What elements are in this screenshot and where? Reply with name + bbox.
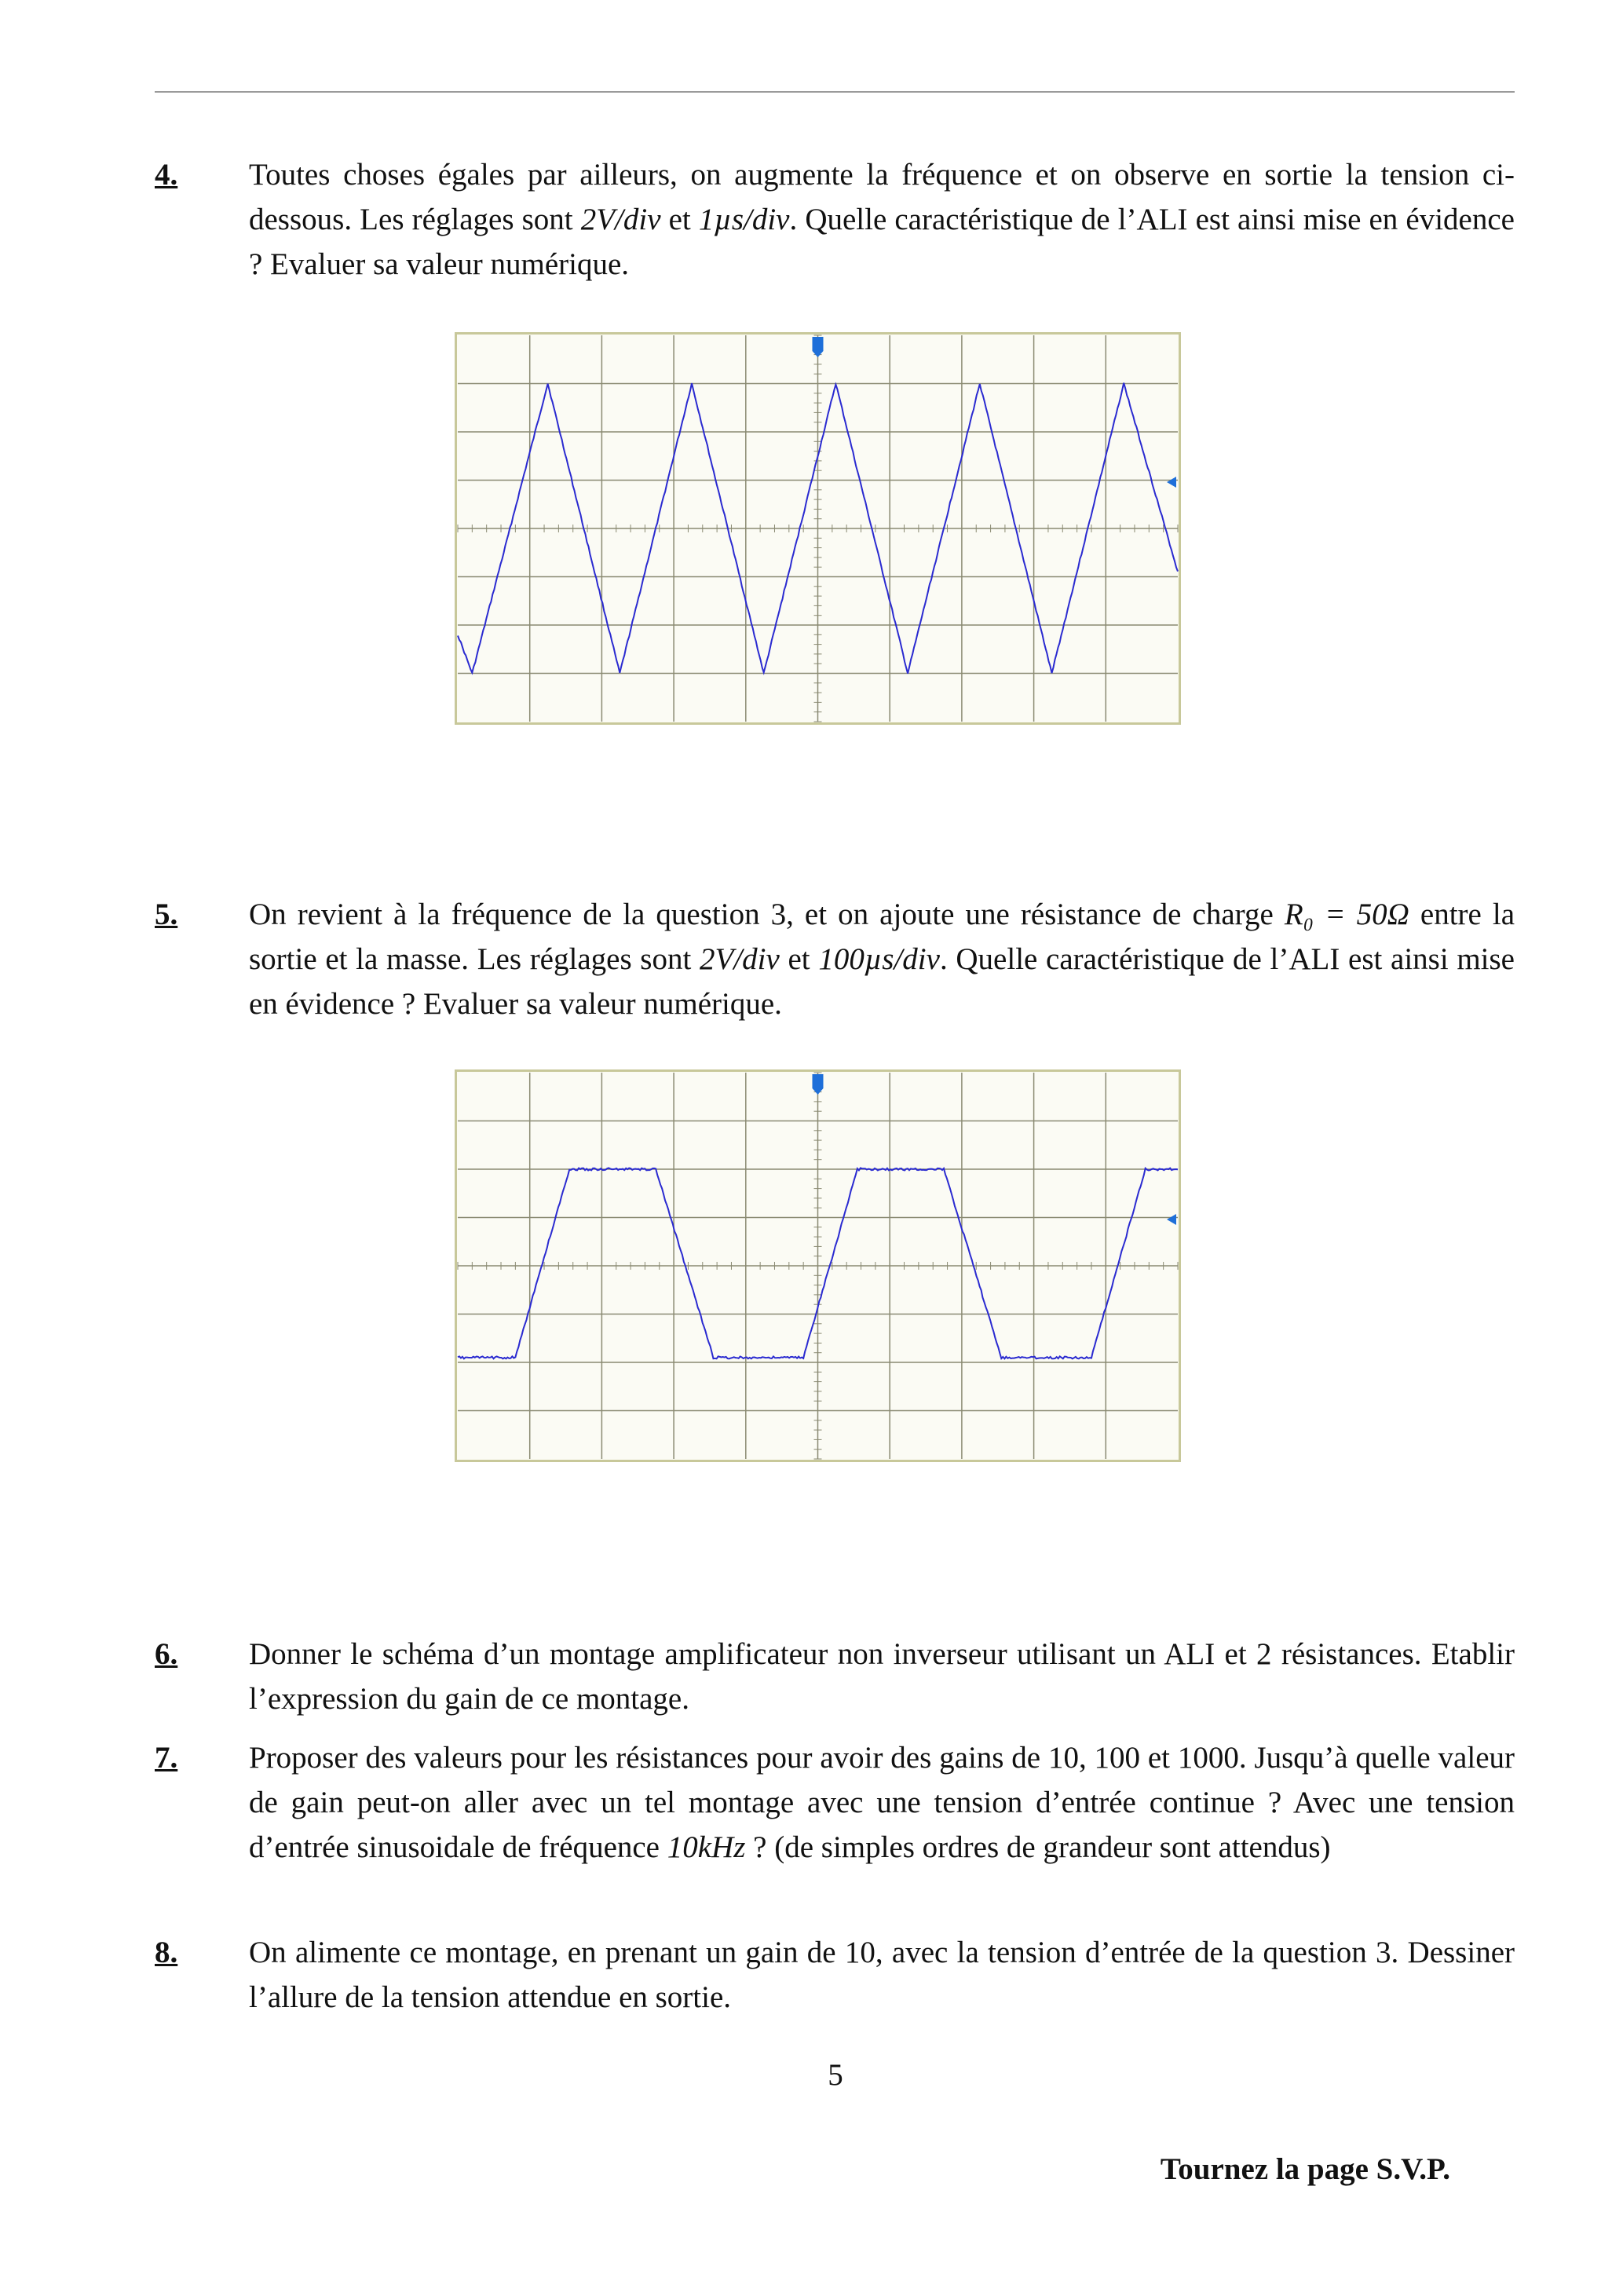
footer-turn-page: Tournez la page S.V.P. bbox=[1160, 2152, 1450, 2186]
question-number: 4. bbox=[155, 158, 178, 192]
question-text: Proposer des valeurs pour les résistances pour avoir des gains de 10, 100 et 1000. Jusqu’à quelle valeur de gain peut-on aller avec un tel montage avec une tension d’entrée continue ? Avec une tension d’entrée sinusoidale de fréquence 10kHz ? (de simples ordres de grandeur sont attendus) bbox=[249, 1741, 1515, 1864]
math-volts-per-div: 2V/div bbox=[580, 203, 661, 236]
math-time-per-div: 1µs/div bbox=[698, 203, 790, 236]
oscilloscope-screen-q5 bbox=[455, 1069, 1181, 1462]
question-7 bbox=[155, 1735, 1515, 1870]
question-text: Toutes choses égales par ailleurs, on augmente la fréquence et on observe en sortie la tension ci-dessous. Les réglages sont 2V/div et 1µs/div. Quelle caractéristique de l’ALI est ainsi mise en évidence ? Evaluer sa valeur numérique. bbox=[249, 158, 1515, 281]
page-number: 5 bbox=[828, 2058, 843, 2092]
question-5 bbox=[155, 892, 1515, 1026]
question-text: On revient à la fréquence de la question 3, et on ajoute une résistance de charge R₀ = 50Ω entre la sortie et la masse. Les réglages sont 2V/div et 100µs/div. Quelle caractéristique de l’ALI est ainsi mise en évidence ? Evaluer sa valeur numérique. bbox=[249, 898, 1515, 1021]
question-number: 5. bbox=[155, 898, 178, 931]
question-number: 8. bbox=[155, 1936, 178, 1969]
math-volts-per-div: 2V/div bbox=[700, 942, 780, 976]
oscilloscope-screen-q4 bbox=[455, 332, 1181, 725]
math-time-per-div: 100µs/div bbox=[818, 942, 940, 976]
question-number: 6. bbox=[155, 1637, 178, 1671]
question-6 bbox=[155, 1632, 1515, 1721]
question-text: Donner le schéma d’un montage amplificateur non inverseur utilisant un ALI et 2 résistances. Etablir l’expression du gain de ce montage. bbox=[249, 1637, 1515, 1716]
question-number: 7. bbox=[155, 1741, 178, 1775]
math-load-resistance: R₀ = 50Ω bbox=[1284, 898, 1409, 931]
question-text: On alimente ce montage, en prenant un gain de 10, avec la tension d’entrée de la question 3. Dessiner l’allure de la tension attendue en sortie. bbox=[249, 1936, 1515, 2014]
math-frequency: 10kHz bbox=[667, 1830, 746, 1864]
question-4 bbox=[155, 152, 1515, 287]
question-8 bbox=[155, 1930, 1515, 2020]
header-rule bbox=[155, 91, 1515, 93]
